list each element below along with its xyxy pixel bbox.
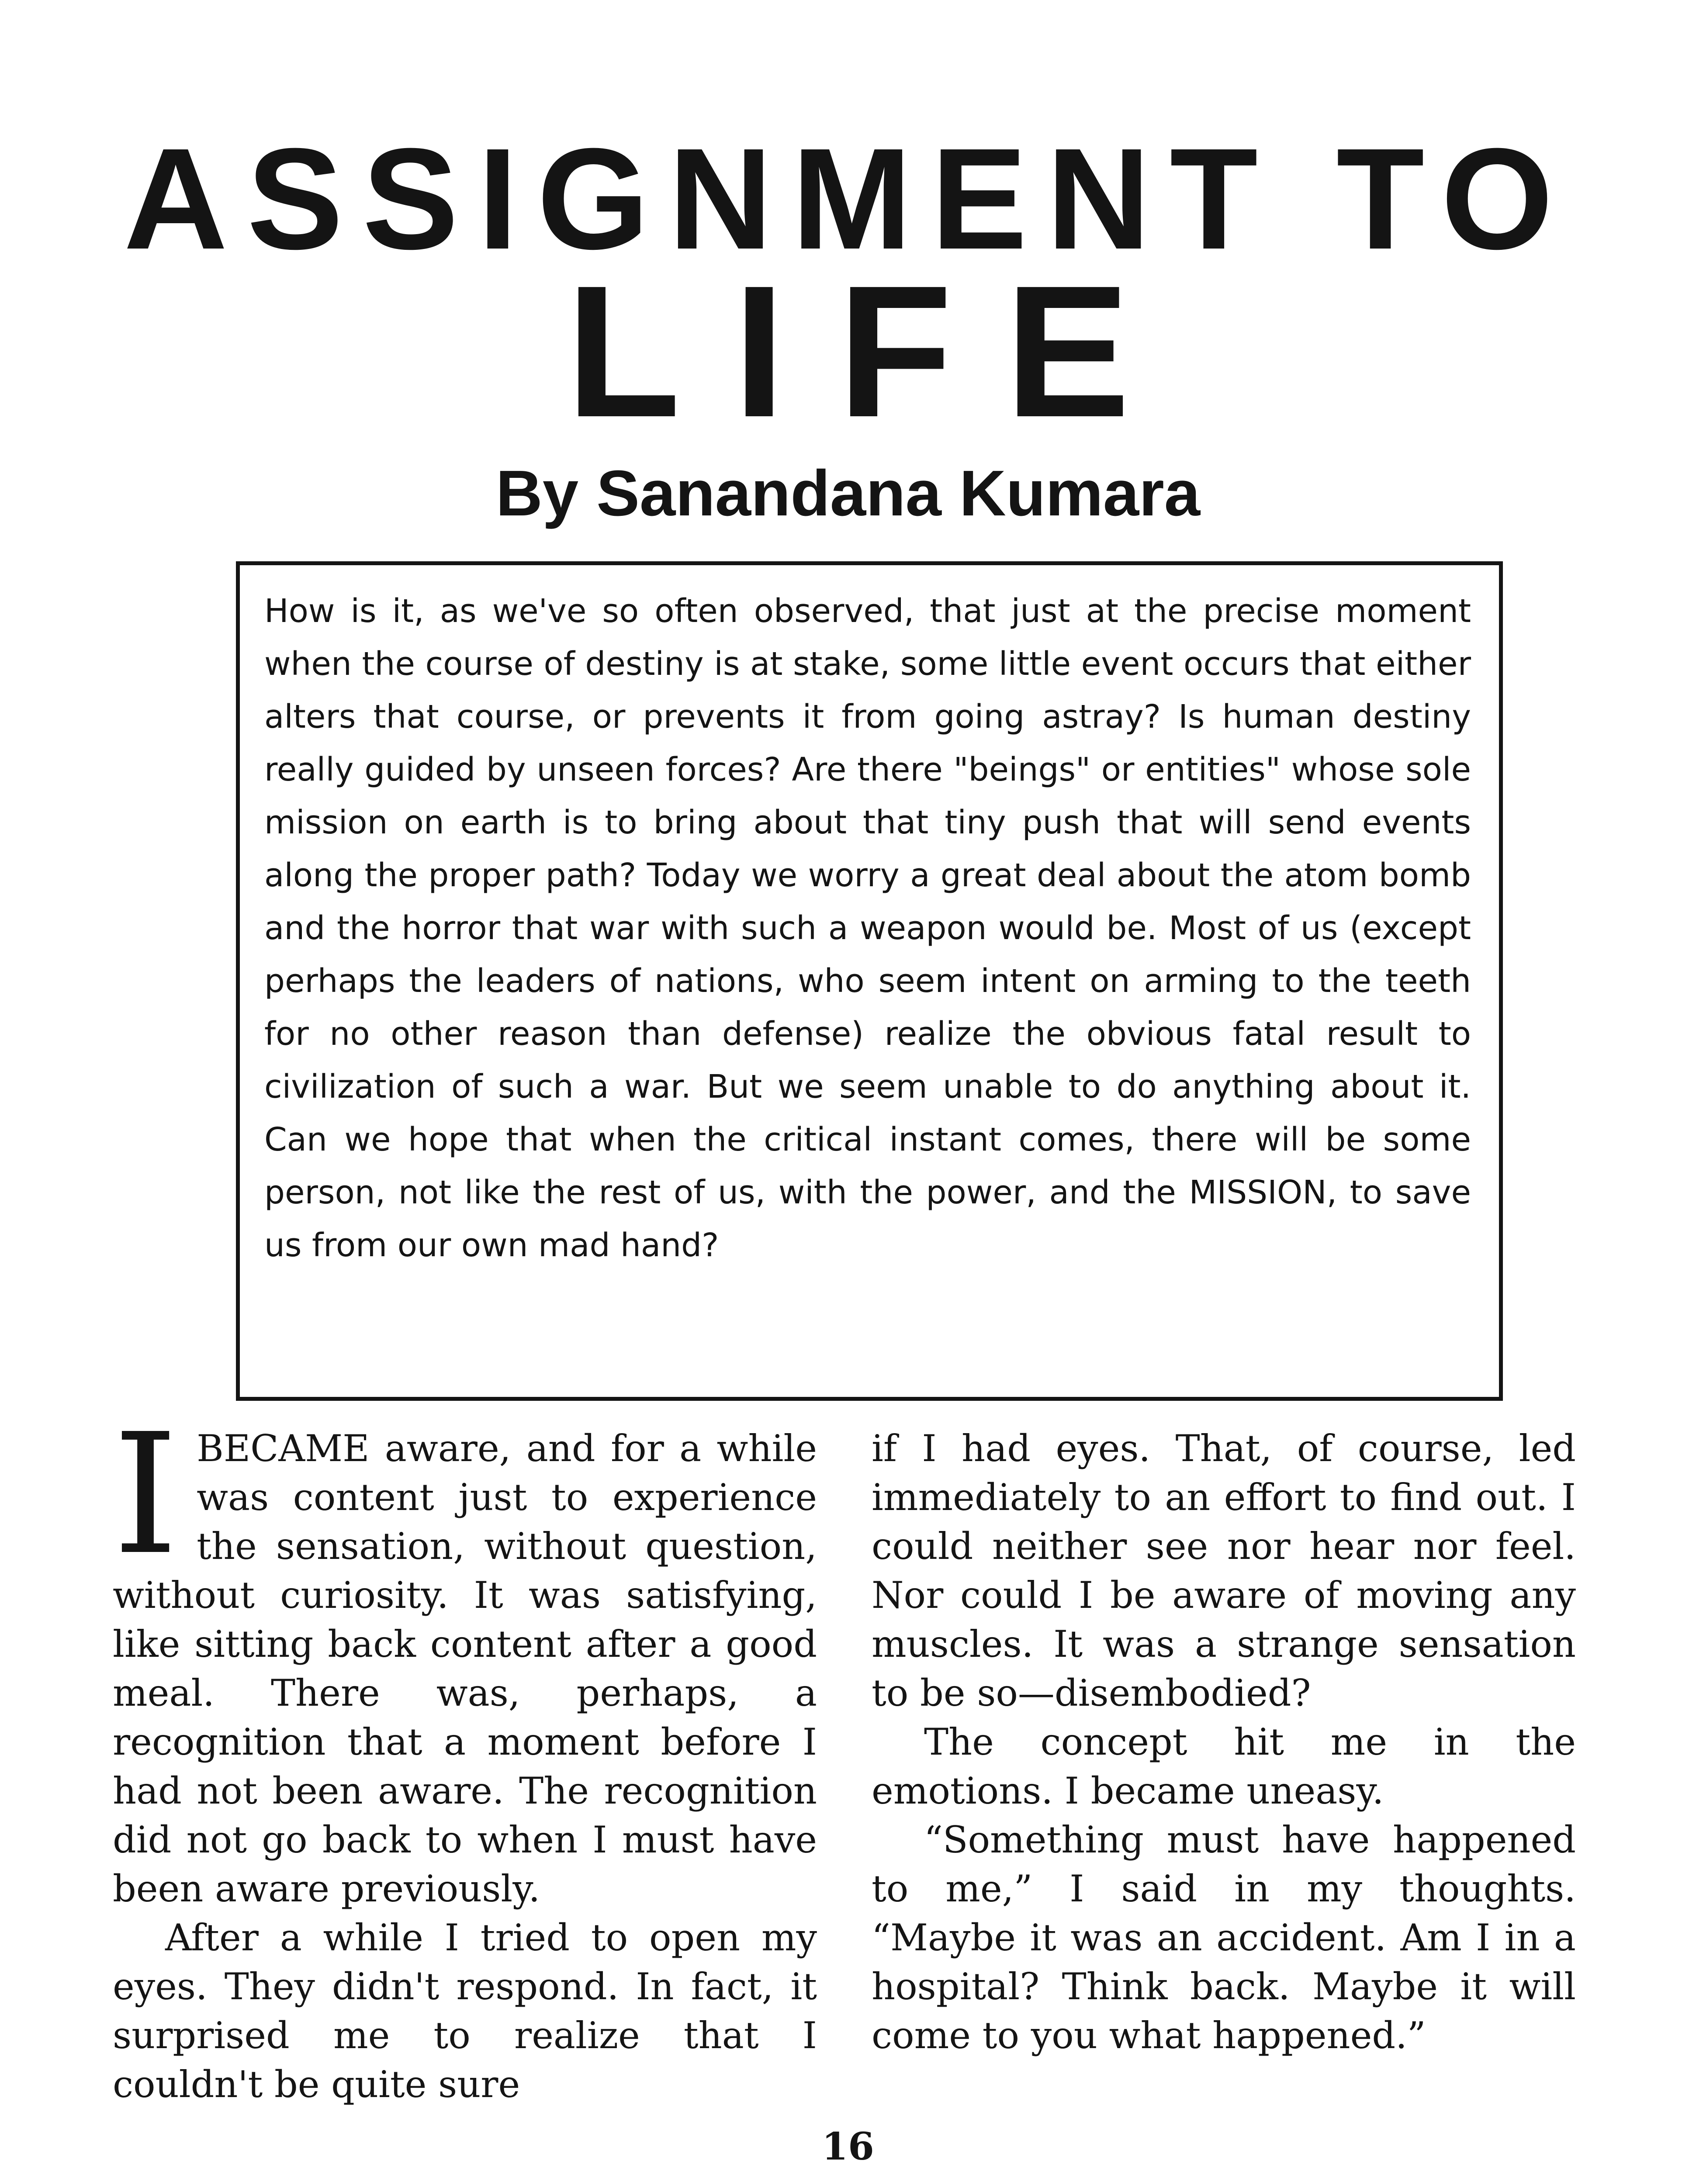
drop-cap: I [113,1398,179,1591]
title-line-1: ASSIGNMENT TO [123,118,1573,279]
body-column-right [872,1424,1576,2060]
paragraph-text: BECAME aware, and for a while was content just to experience the sensation, without question, without curiosity. It was satisfying, like sitting back content after a good meal. There was, perhaps, a recognition that a moment before I had not been aware. The recognition did not go back to when I must have been aware previously. [113,1427,817,1910]
body-paragraph: The concept hit me in the emotions. I became uneasy. [872,1721,1576,1812]
body-paragraph [113,1398,817,1913]
intro-text: How is it, as we've so often observed, that just at the precise moment when the course of destiny is at stake, some little event occurs that either alters that course, or prevents it from going astray? Is human destiny really guided by unseen forces? Are there "beings" or entities" whose sole mission on earth is to bring about that tiny push that will send events along the proper path? Today we worry a great deal about the atom bomb and the horror that war with such a weapon would be. Most of us (except perhaps the leaders of nations, who seem intent on arming to the teeth for no other reason than defense) realize the obvious fatal result to civilization of such a war. But we seem unable to do anything about it. Can we hope that when the critical instant comes, there will be some person, not like the rest of us, with the power, and the MISSION, to save us from our own mad hand? [264,592,1471,1264]
body-paragraph: After a while I tried to open my eyes. They didn't respond. In fact, it surprised me to realize that I couldn't be quite sure [113,1916,817,2106]
body-paragraph: “Something must have happened to me,” I said in my thoughts. “Maybe it was an accident. Am I in a hospital? Think back. Maybe it will come to you what happened.” [872,1818,1576,2057]
title-line-2: LIFE [566,247,1183,456]
body-paragraph: if I had eyes. That, of course, led immediately to an effort to find out. I could neither see nor hear nor feel. Nor could I be aware of moving any muscles. It was a strange sensation to be so—disembodied? [872,1427,1576,1714]
author-byline: By Sanandana Kumara [495,457,1201,529]
body-column-left [113,1398,817,2109]
intro-box [236,561,1503,1401]
page-number: 16 [822,2125,874,2169]
